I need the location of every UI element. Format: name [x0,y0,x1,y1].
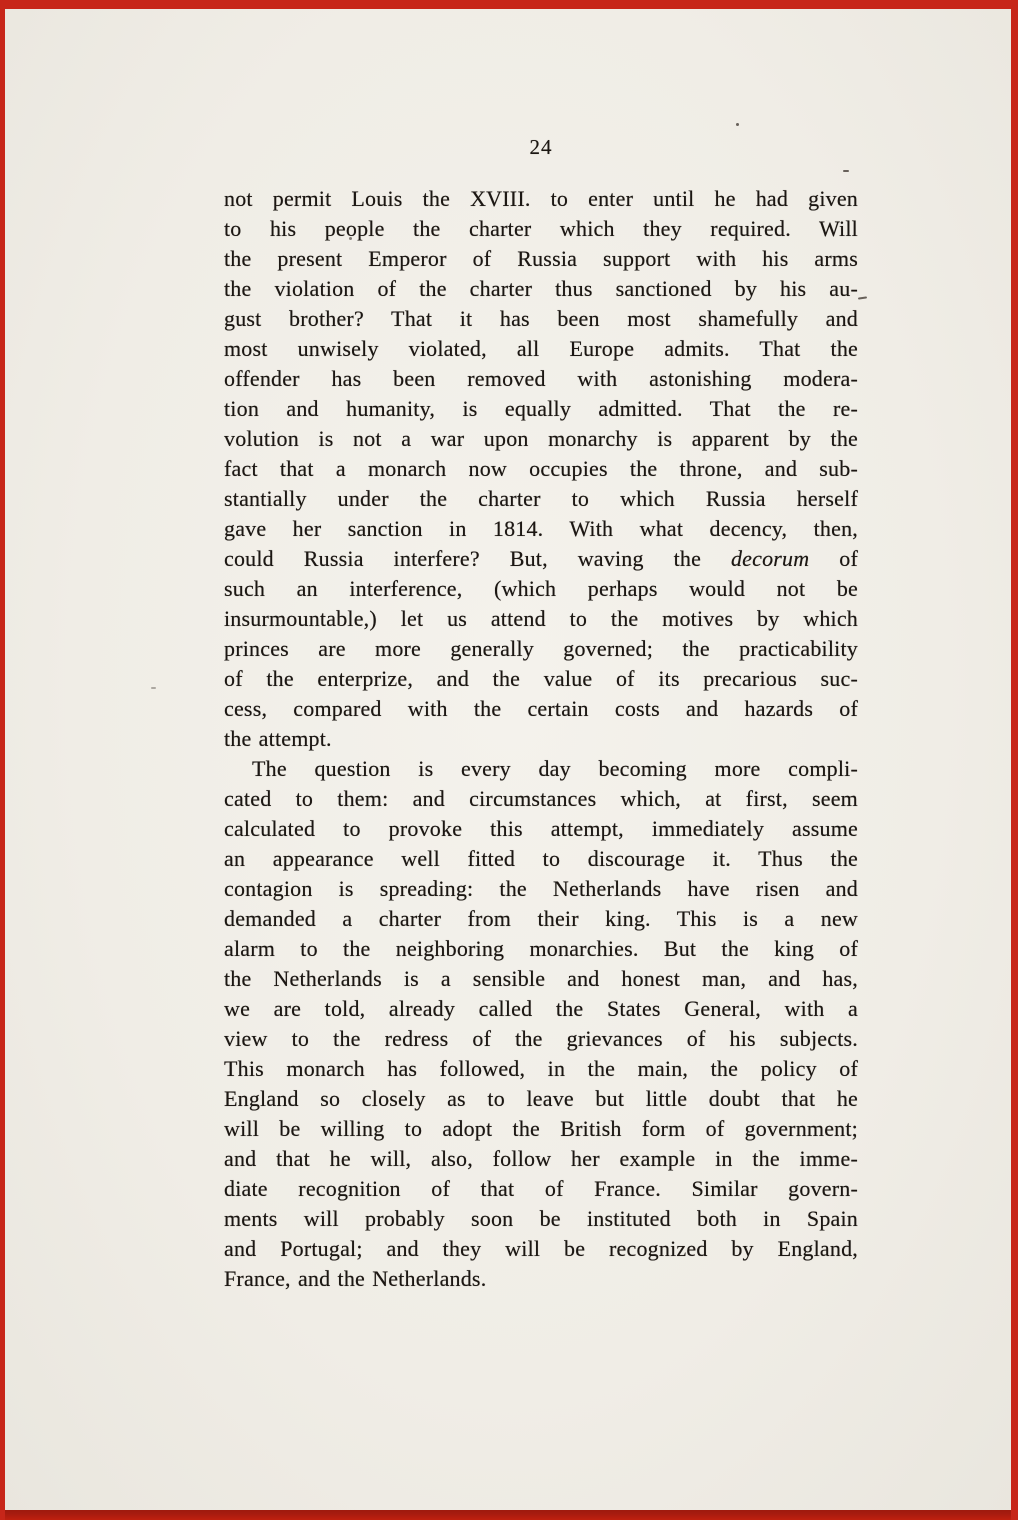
text-line: gave her sanction in 1814. With what decency, then, [224,516,858,541]
text-line: cated to them: and circumstances which, at first, seem [224,786,858,811]
text-line: the present Emperor of Russia support with his arms [224,246,858,271]
text-line: calculated to provoke this attempt, immediately assume [224,816,858,841]
text-content [224,184,858,1294]
text-line: of the enterprize, and the value of its precarious suc- [224,666,858,691]
text-line: to his people the charter which they required. Will [224,216,858,241]
text-line: demanded a charter from their king. This is a new [224,906,858,931]
text-line: cess, compared with the certain costs and hazards of [224,696,858,721]
text-line: and that he will, also, follow her example in the imme- [224,1146,858,1171]
text-line: ments will probably soon be instituted both in Spain [224,1206,858,1231]
text-line: The question is every day becoming more compli- [252,756,858,781]
text-line: gust brother? That it has been most shamefully and [224,306,858,331]
text-line: the attempt. [224,726,332,751]
text-line: contagion is spreading: the Netherlands have risen and [224,876,858,901]
text-line: most unwisely violated, all Europe admits. That the [224,336,858,361]
text-line: England so closely as to leave but little doubt that he [224,1086,858,1111]
paragraph [224,754,858,1294]
text-line: alarm to the neighboring monarchies. But the king of [224,936,858,961]
paragraph [224,184,858,754]
text-line: the violation of the charter thus sanctioned by his au- [224,276,858,301]
text-line: and Portugal; and they will be recognized by England, [224,1236,858,1261]
scan-edge-right [1011,0,1018,1520]
scan-edge-bottom [0,1510,1018,1520]
scan-edge-top [0,0,1018,9]
text-line: the Netherlands is a sensible and honest man, and has, [224,966,858,991]
text-line: stantially under the charter to which Russia herself [224,486,858,511]
text-line: offender has been removed with astonishing modera- [224,366,858,391]
text-line: France, and the Netherlands. [224,1266,487,1291]
text-line: princes are more generally governed; the practicability [224,636,858,661]
text-line: we are told, already called the States General, with a [224,996,858,1021]
text-line: diate recognition of that of France. Similar govern- [224,1176,858,1201]
text-line: such an interference, (which perhaps would not be [224,576,858,601]
scan-edge-left [0,0,5,1520]
text-line: will be willing to adopt the British form of government; [224,1116,858,1141]
text-line: tion and humanity, is equally admitted. That the re- [224,396,858,421]
scan-artifact [858,296,867,299]
text-line: volution is not a war upon monarchy is apparent by the [224,426,858,451]
text-line: insurmountable,) let us attend to the motives by which [224,606,858,631]
text-line: view to the redress of the grievances of his subjects. [224,1026,858,1051]
scan-artifact [151,687,156,689]
text-line: not permit Louis the XVIII. to enter until he had given [224,186,858,211]
text-line: fact that a monarch now occupies the throne, and sub- [224,456,858,481]
page-body [224,132,858,1294]
page-number: 24 [529,135,553,159]
text-line: This monarch has followed, in the main, the policy of [224,1056,858,1081]
text-line: an appearance well fitted to discourage it. Thus the [224,846,858,871]
text-line: could Russia interfere? But, waving the decorum of [224,546,858,571]
scan-artifact [736,123,739,126]
